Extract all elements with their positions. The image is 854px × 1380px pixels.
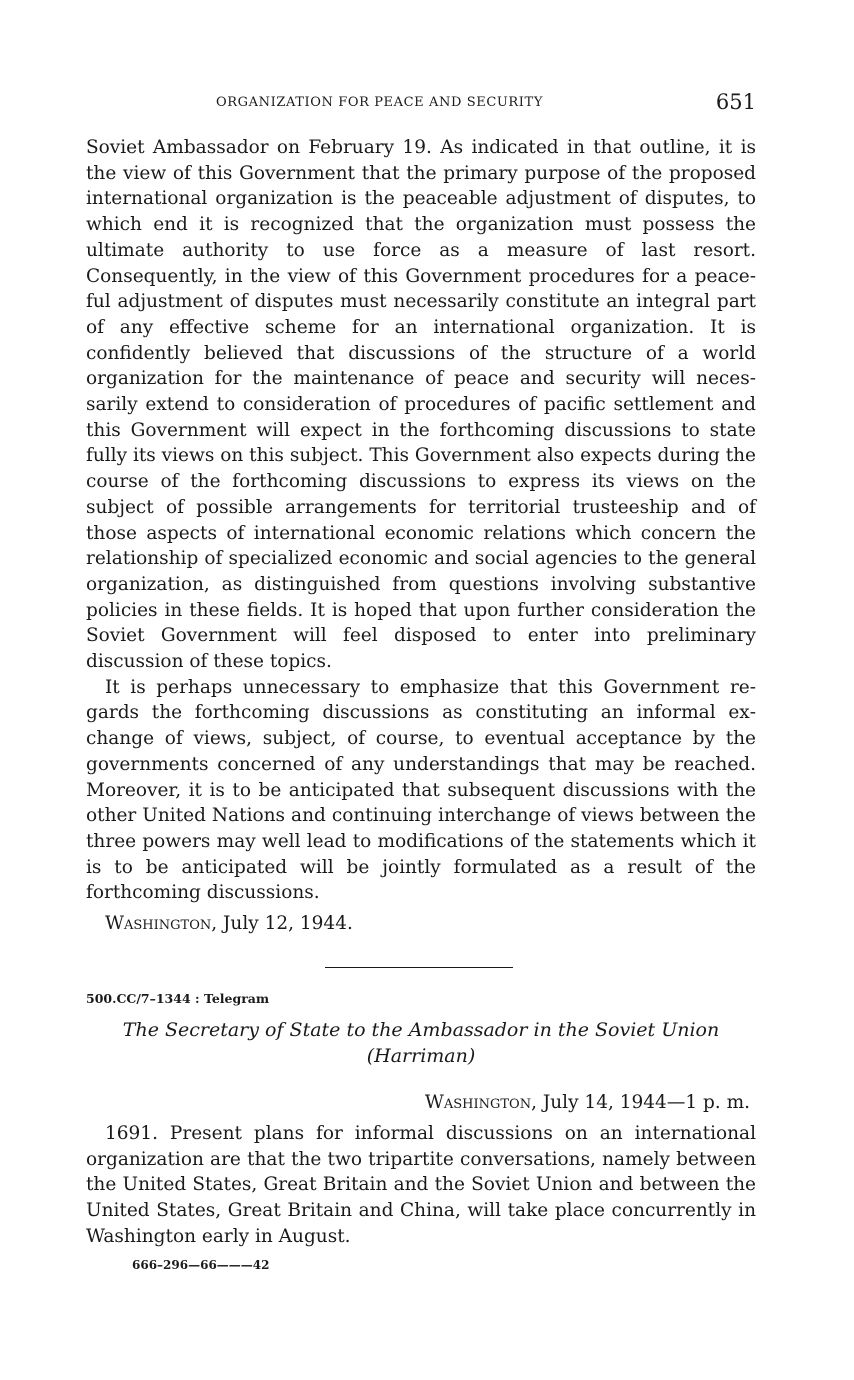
body-text <box>86 135 756 906</box>
body-paragraph-2: It is perhaps unnecessary to emphasize that this Government regards the forthcoming discussions as constituting an informal exchange of views, subject, of course, to eventual acceptance by the governments concerned of any understandings that may be reached. Moreover, it is to be anticipated that subsequent discussions with the other United Nations and continuing interchange of views between the three powers may well lead to modifications of the statements which it is to be anticipated will be jointly formulated as a result of the forthcoming discussions. <box>86 676 756 904</box>
telegram-place: Washington <box>424 1092 532 1113</box>
file-reference: 500.CC/7–1344 : Telegram <box>86 991 270 1006</box>
document-page <box>86 0 756 1380</box>
telegram-paragraph-1: 1691. Present plans for informal discussions on an international organization are that the two tripartite conversations, namely between the United States, Great Britain and the Soviet Union and between the United States, Great Britain and China, will take place concurrently in Washington early in August. <box>86 1123 756 1247</box>
closing-place: Washington <box>105 913 212 934</box>
section-divider <box>325 967 513 968</box>
closing-dateline <box>105 913 353 934</box>
page-number: 651 <box>715 90 756 114</box>
telegram-date: , July 14, 1944—1 p. m. <box>531 1092 750 1113</box>
running-head <box>86 90 756 120</box>
document-title-line-2: (Harriman) <box>366 1045 476 1067</box>
telegram-text <box>86 1121 756 1250</box>
print-code: 666–296—66———42 <box>132 1258 270 1272</box>
document-title-line-1: The Secretary of State to the Ambassador in the Soviet Union <box>122 1019 720 1041</box>
running-title: ORGANIZATION FOR PEACE AND SECURITY <box>216 95 543 110</box>
telegram-dateline <box>425 1092 750 1113</box>
closing-date: , July 12, 1944. <box>211 913 353 934</box>
document-title <box>86 1017 756 1069</box>
body-paragraph-1: Soviet Ambassador on February 19. As indicated in that outline, it is the view of this Government that the primary purpose of the proposed international organization is the peaceable adjustment of disputes, to which end it is recognized that the organization must possess the ultimate authority to use force as a measure of last resort. Consequently, in the view of this Government procedures for a peaceful adjustment of disputes must necessarily constitute an integral part of any effective scheme for an international organization. It is confidently believed that discussions of the structure of a world organization for the maintenance of peace and security will necessarily extend to consideration of procedures of pacific settlement and this Government will expect in the forthcoming discussions to state fully its views on this subject. This Government also expects during the course of the forthcoming discussions to express its views on the subject of possible arrangements for territorial trusteeship and of those aspects of international economic relations which concern the relationship of specialized economic and social agencies to the general organization, as distinguished from questions involving substantive policies in these fields. It is hoped that upon further consideration the Soviet Government will feel disposed to enter into preliminary discussion of these topics. <box>86 137 756 673</box>
